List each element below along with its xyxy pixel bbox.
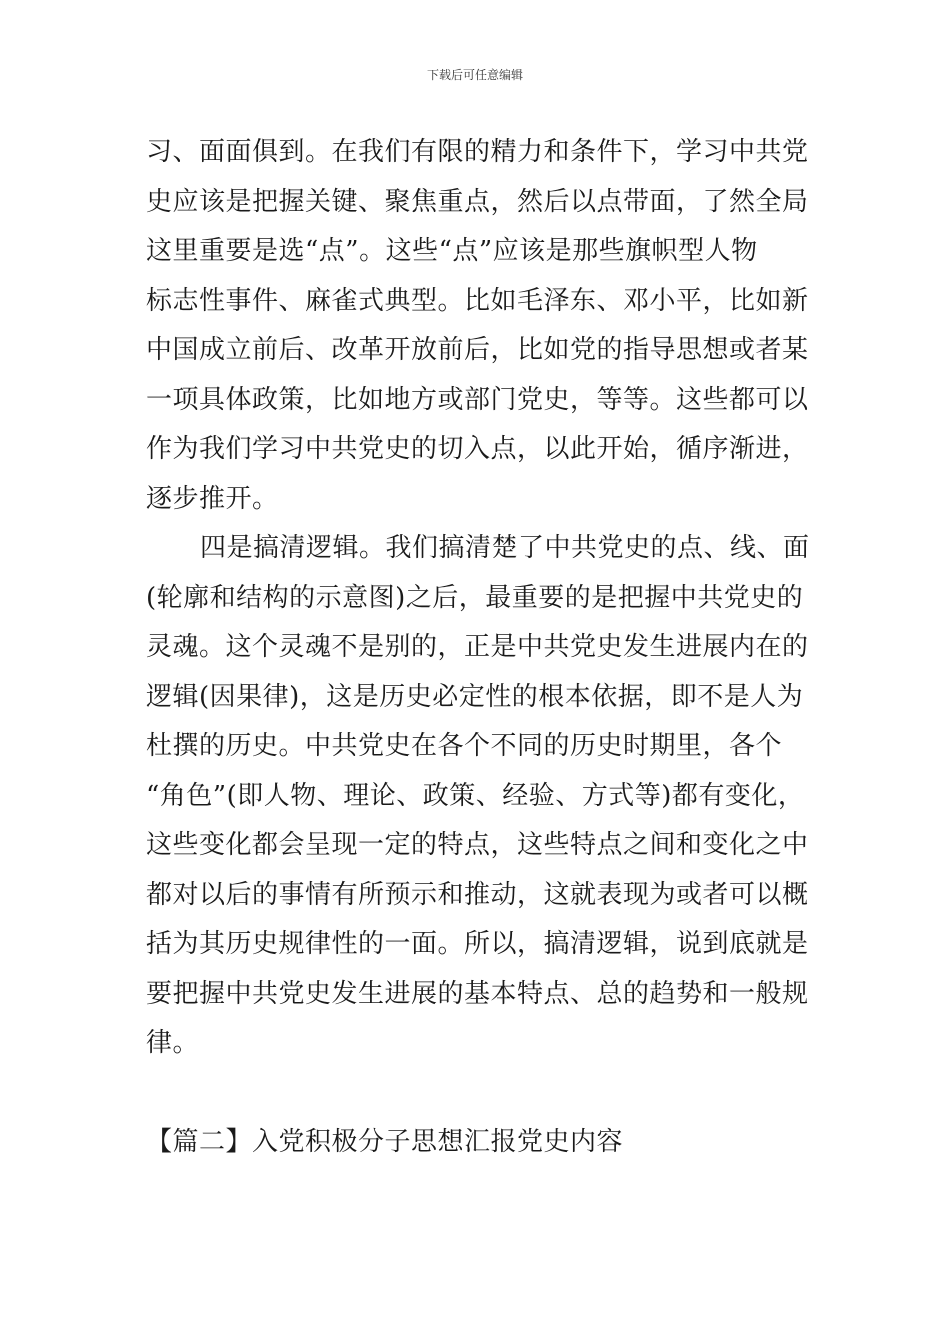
section-title: 【篇二】入党积极分子思想汇报党史内容 bbox=[146, 1127, 624, 1157]
paragraph-1 bbox=[146, 128, 836, 524]
text-line: 标志性事件、麻雀式典型。比如毛泽东、邓小平，比如新 bbox=[146, 285, 809, 316]
text-line: 一项具体政策，比如地方或部门党史，等等。这些都可以 bbox=[146, 384, 809, 415]
text-line: 杜撰的历史。中共党史在各个不同的历史时期里，各个 bbox=[146, 731, 783, 761]
text-line: 灵魂。这个灵魂不是别的，正是中共党史发生进展内在的 bbox=[146, 632, 809, 662]
text-line: 律。 bbox=[146, 1028, 200, 1058]
text-line: 都对以后的事情有所预示和推动，这就表现为或者可以概 bbox=[146, 879, 809, 910]
text-line: 中国成立前后、改革开放前后，比如党的指导思想或者某 bbox=[146, 335, 809, 365]
text-line: 作为我们学习中共党史的切入点，以此开始，循序渐进， bbox=[146, 434, 809, 464]
text-line: 这些变化都会呈现一定的特点，这些特点之间和变化之中 bbox=[146, 830, 809, 860]
text-line: 逐步推开。 bbox=[146, 483, 279, 514]
text-line: 逻辑(因果律)，这是历史必定性的根本依据，即不是人为 bbox=[146, 681, 804, 712]
paragraph-2 bbox=[146, 524, 836, 1069]
text-line: 史应该是把握关键、聚焦重点，然后以点带面，了然全局 bbox=[146, 186, 809, 217]
text-line: 要把握中共党史发生进展的基本特点、总的趋势和一般规 bbox=[146, 978, 809, 1009]
text-line: 四是搞清逻辑。我们搞清楚了中共党史的点、线、面 bbox=[200, 533, 810, 563]
text-line: “角色”(即人物、理论、政策、经验、方式等)都有变化， bbox=[146, 780, 805, 811]
text-line: 这里重要是选“点”。这些“点”应该是那些旗帜型人物 bbox=[146, 236, 758, 266]
text-line: (轮廓和结构的示意图)之后，最重要的是把握中共党史的 bbox=[146, 582, 804, 613]
page-header-note: 下载后可任意编辑 bbox=[426, 68, 523, 82]
document-body bbox=[146, 128, 836, 1069]
text-line: 括为其历史规律性的一面。所以，搞清逻辑，说到底就是 bbox=[146, 929, 809, 959]
text-line: 习、面面俱到。在我们有限的精力和条件下，学习中共党 bbox=[146, 137, 809, 167]
